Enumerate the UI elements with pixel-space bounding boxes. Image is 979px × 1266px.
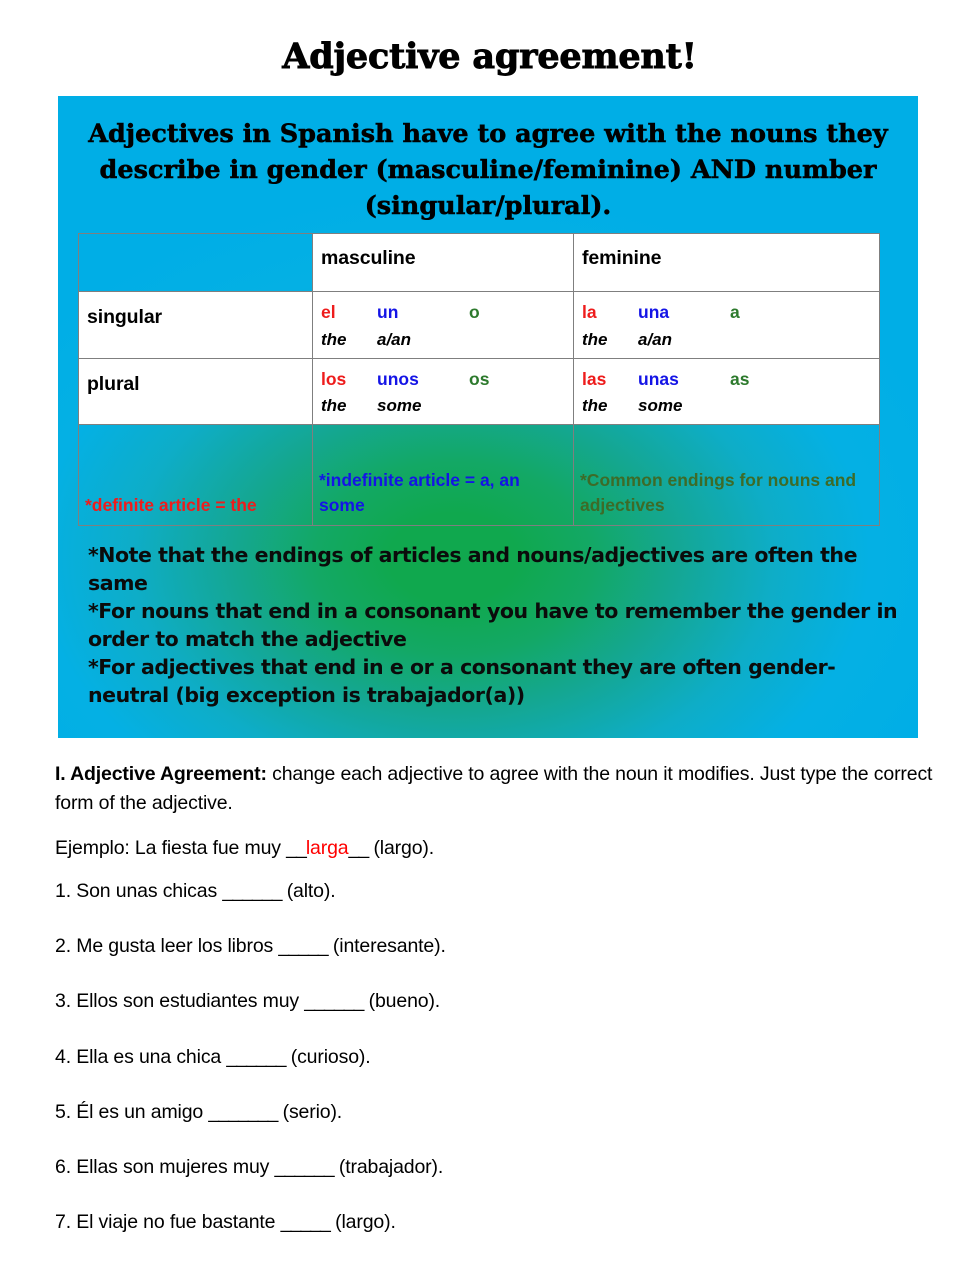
- example-suffix: (largo).: [368, 837, 435, 860]
- item-text-after: (serio).: [277, 1100, 343, 1123]
- table-header-masculine: masculine: [313, 234, 574, 292]
- item-text-before: Son unas chicas: [70, 879, 223, 902]
- item-answer-blank[interactable]: _______: [208, 1100, 278, 1123]
- info-box-notes: [88, 541, 898, 709]
- item-text-after: (alto).: [281, 879, 336, 902]
- item-number: 5.: [55, 1100, 71, 1123]
- item-text-before: Ella es una chica: [70, 1045, 227, 1068]
- item-answer-blank[interactable]: _____: [280, 1211, 330, 1234]
- table-row: [79, 358, 880, 425]
- gloss-indefinite: some: [377, 396, 422, 415]
- exercise-item-7: [55, 1209, 945, 1236]
- note-item: *For adjectives that end in e or a consonant they are often gender-neutral (big exception is trabajador(a)): [88, 655, 836, 708]
- table-header-feminine: feminine: [574, 234, 880, 292]
- page-title: Adjective agreement!: [282, 36, 697, 77]
- article-indefinite: una: [638, 302, 670, 322]
- common-ending: as: [730, 368, 750, 389]
- item-text-after: (curioso).: [285, 1045, 371, 1068]
- table-row: [79, 292, 880, 359]
- item-text-before: Ellos son estudiantes muy: [70, 990, 305, 1013]
- legend-indefinite-text: *indefinite article = a, an some: [319, 470, 520, 516]
- common-ending: a: [730, 302, 740, 322]
- example-answer: larga: [305, 837, 349, 860]
- exercise-section: [55, 760, 945, 1265]
- exercise-item-2: [55, 933, 945, 960]
- legend-endings-text: *Common endings for nouns and adjectives: [580, 470, 857, 516]
- legend-indefinite-cell: [313, 425, 574, 526]
- article-definite: los: [321, 368, 347, 389]
- gloss-indefinite: a/an: [638, 329, 673, 349]
- table-corner-cell: [79, 234, 313, 292]
- gloss-indefinite: some: [638, 396, 683, 415]
- gloss-definite: the: [321, 396, 347, 415]
- cell-plural-feminine: [574, 358, 880, 425]
- item-answer-blank[interactable]: ______: [222, 879, 282, 902]
- exercise-heading-rest: change each adjective to agree with the noun it modifies. Just type the correct form of the adjective.: [55, 763, 933, 814]
- legend-endings-cell: [574, 425, 880, 526]
- article-definite: las: [582, 368, 607, 389]
- common-ending: o: [469, 302, 480, 322]
- article-definite: la: [582, 302, 597, 322]
- item-text-before: Ellas son mujeres muy: [70, 1156, 275, 1179]
- exercise-item-4: [55, 1044, 945, 1071]
- item-number: 3.: [55, 990, 71, 1013]
- exercise-example: [55, 835, 945, 862]
- example-blank-right: __: [348, 837, 369, 860]
- exercise-instructions: [55, 760, 945, 817]
- item-text-after: (bueno).: [363, 990, 441, 1013]
- cell-plural-masculine: [313, 358, 574, 425]
- item-text-after: (interesante).: [327, 934, 446, 957]
- exercise-item-5: [55, 1099, 945, 1126]
- item-text-after: (trabajador).: [333, 1156, 444, 1179]
- item-answer-blank[interactable]: ______: [274, 1156, 334, 1179]
- item-text-before: El viaje no fue bastante: [70, 1211, 281, 1234]
- common-ending: os: [469, 368, 490, 389]
- item-text-after: (largo).: [329, 1211, 396, 1234]
- info-box-heading: Adjectives in Spanish have to agree with the nouns they describe in gender (masculine/feminine) AND number (singular/plural).: [88, 119, 888, 222]
- item-number: 6.: [55, 1156, 71, 1179]
- article-agreement-table: [78, 233, 880, 526]
- row-label-singular: singular: [79, 292, 313, 359]
- exercise-item-1: [55, 878, 945, 905]
- article-indefinite: unas: [638, 368, 679, 389]
- example-prefix: Ejemplo: La fiesta fue muy: [55, 837, 287, 860]
- exercise-item-6: [55, 1154, 945, 1181]
- table-legend-row: [79, 425, 880, 526]
- cell-singular-masculine: [313, 292, 574, 359]
- example-blank-left: __: [286, 837, 306, 860]
- legend-definite-cell: [79, 425, 313, 526]
- article-indefinite: un: [377, 302, 399, 322]
- item-answer-blank[interactable]: ______: [226, 1045, 286, 1068]
- gloss-indefinite: a/an: [377, 329, 412, 349]
- gloss-definite: the: [582, 396, 608, 415]
- item-number: 1.: [55, 879, 71, 902]
- item-text-before: Me gusta leer los libros: [70, 934, 279, 957]
- legend-definite-text: *definite article = the: [85, 495, 257, 516]
- item-number: 7.: [55, 1211, 71, 1234]
- cell-singular-feminine: [574, 292, 880, 359]
- note-item: *For nouns that end in a consonant you have to remember the gender in order to match the adjective: [88, 599, 898, 652]
- item-answer-blank[interactable]: ______: [304, 990, 364, 1013]
- info-box: [58, 96, 918, 738]
- note-item: *Note that the endings of articles and nouns/adjectives are often the same: [88, 543, 858, 596]
- gloss-definite: the: [321, 329, 347, 349]
- row-label-plural: plural: [79, 358, 313, 425]
- article-indefinite: unos: [377, 368, 419, 389]
- gloss-definite: the: [582, 329, 608, 349]
- item-number: 2.: [55, 934, 71, 957]
- table-header-row: [79, 234, 880, 292]
- item-text-before: Él es un amigo: [70, 1100, 209, 1123]
- item-number: 4.: [55, 1045, 71, 1068]
- article-definite: el: [321, 302, 336, 322]
- exercise-item-3: [55, 988, 945, 1015]
- item-answer-blank[interactable]: _____: [278, 934, 328, 957]
- exercise-heading: I. Adjective Agreement:: [55, 763, 267, 785]
